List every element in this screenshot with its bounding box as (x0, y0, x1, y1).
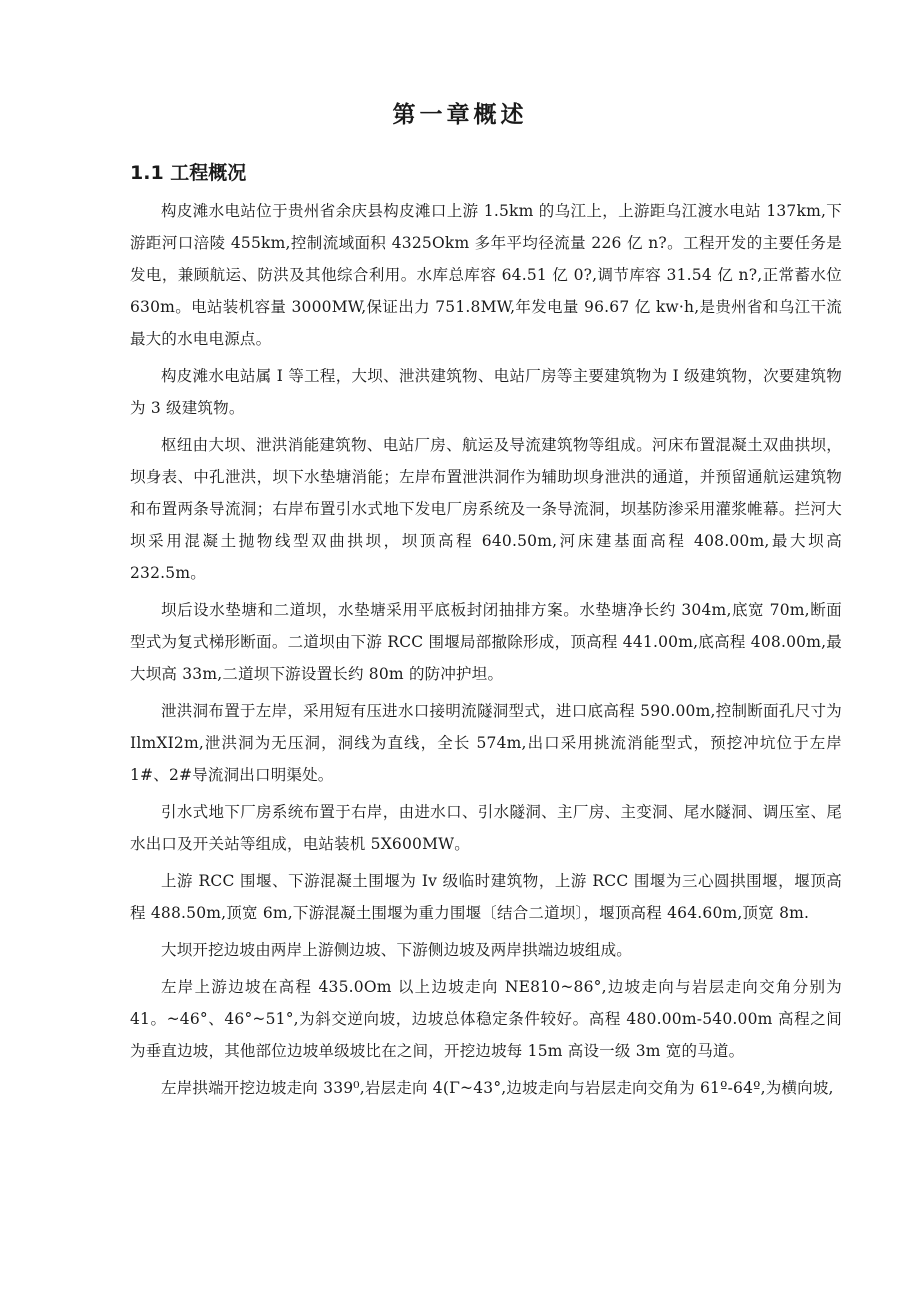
paragraph: 构皮滩水电站位于贵州省余庆县构皮滩口上游 1.5km 的乌江上，上游距乌江渡水电站 137km,下游距河口涪陵 455km,控制流域面积 4325Okm 多年平均径流量 226 亿 n?。工程开发的主要任务是发电，兼顾航运、防洪及其他综合利用。水库总库容 64.51 亿 0?,调节库容 31.54 亿 n?,正常蓄水位 630m。电站装机容量 3000MW,保证出力 751.8MW,年发电量 96.67 亿 kw·h,是贵州省和乌江干流最大的水电电源点。 (130, 202, 842, 348)
paragraph: 左岸拱端开挖边坡走向 339⁰,岩层走向 4(Γ~43°,边坡走向与岩层走向交角为 61º-64º,为横向坡, (161, 1079, 834, 1097)
body-text (130, 195, 842, 1109)
paragraph: 引水式地下厂房系统布置于右岸，由进水口、引水隧洞、主厂房、主变洞、尾水隧洞、调压室、尾水出口及开关站等组成，电站装机 5X600MW。 (130, 803, 842, 853)
paragraph: 左岸上游边坡在高程 435.0Om 以上边坡走向 NE810~86°,边坡走向与岩层走向交角分别为 41。~46°、46°~51°,为斜交逆向坡，边坡总体稳定条件较好。高程 480.00m-540.00m 高程之间为垂直边坡，其他部位边坡单级坡比在之间，开挖边坡每 15m 高设一级 3m 宽的马道。 (130, 978, 842, 1060)
chapter-title: 第一章概述 (392, 101, 528, 128)
paragraph: 泄洪洞布置于左岸，采用短有压进水口接明流隧洞型式，进口底高程 590.00m,控制断面孔尺寸为 IlmXI2m,泄洪洞为无压洞，洞线为直线，全长 574m,出口采用挑流消能型式，预挖冲坑位于左岸 1#、2#导流洞出口明渠处。 (130, 702, 842, 784)
section-heading: 1.1 工程概况 (130, 162, 247, 184)
paragraph: 大坝开挖边坡由两岸上游侧边坡、下游侧边坡及两岸拱端边坡组成。 (161, 941, 633, 959)
paragraph: 坝后设水垫塘和二道坝，水垫塘采用平底板封闭抽排方案。水垫塘净长约 304m,底宽 70m,断面型式为复式梯形断面。二道坝由下游 RCC 围堰局部撤除形成，顶高程 441.00m,底高程 408.00m,最大坝高 33m,二道坝下游设置长约 80m 的防冲护坦。 (130, 601, 842, 683)
paragraph: 构皮滩水电站属 I 等工程，大坝、泄洪建筑物、电站厂房等主要建筑物为 I 级建筑物，次要建筑物为 3 级建筑物。 (130, 367, 842, 417)
paragraph: 上游 RCC 围堰、下游混凝土围堰为 Iv 级临时建筑物，上游 RCC 围堰为三心圆拱围堰，堰顶高程 488.50m,顶宽 6m,下游混凝土围堰为重力围堰〔结合二道坝〕，堰顶高程 464.60m,顶宽 8m. (130, 872, 842, 922)
paragraph: 枢纽由大坝、泄洪消能建筑物、电站厂房、航运及导流建筑物等组成。河床布置混凝土双曲拱坝，坝身表、中孔泄洪，坝下水垫塘消能；左岸布置泄洪洞作为辅助坝身泄洪的通道，并预留通航运建筑物和布置两条导流洞；右岸布置引水式地下发电厂房系统及一条导流洞，坝基防渗采用灌浆帷幕。拦河大坝采用混凝土抛物线型双曲拱坝，坝顶高程 640.50m,河床建基面高程 408.00m,最大坝高 232.5m。 (130, 436, 842, 582)
